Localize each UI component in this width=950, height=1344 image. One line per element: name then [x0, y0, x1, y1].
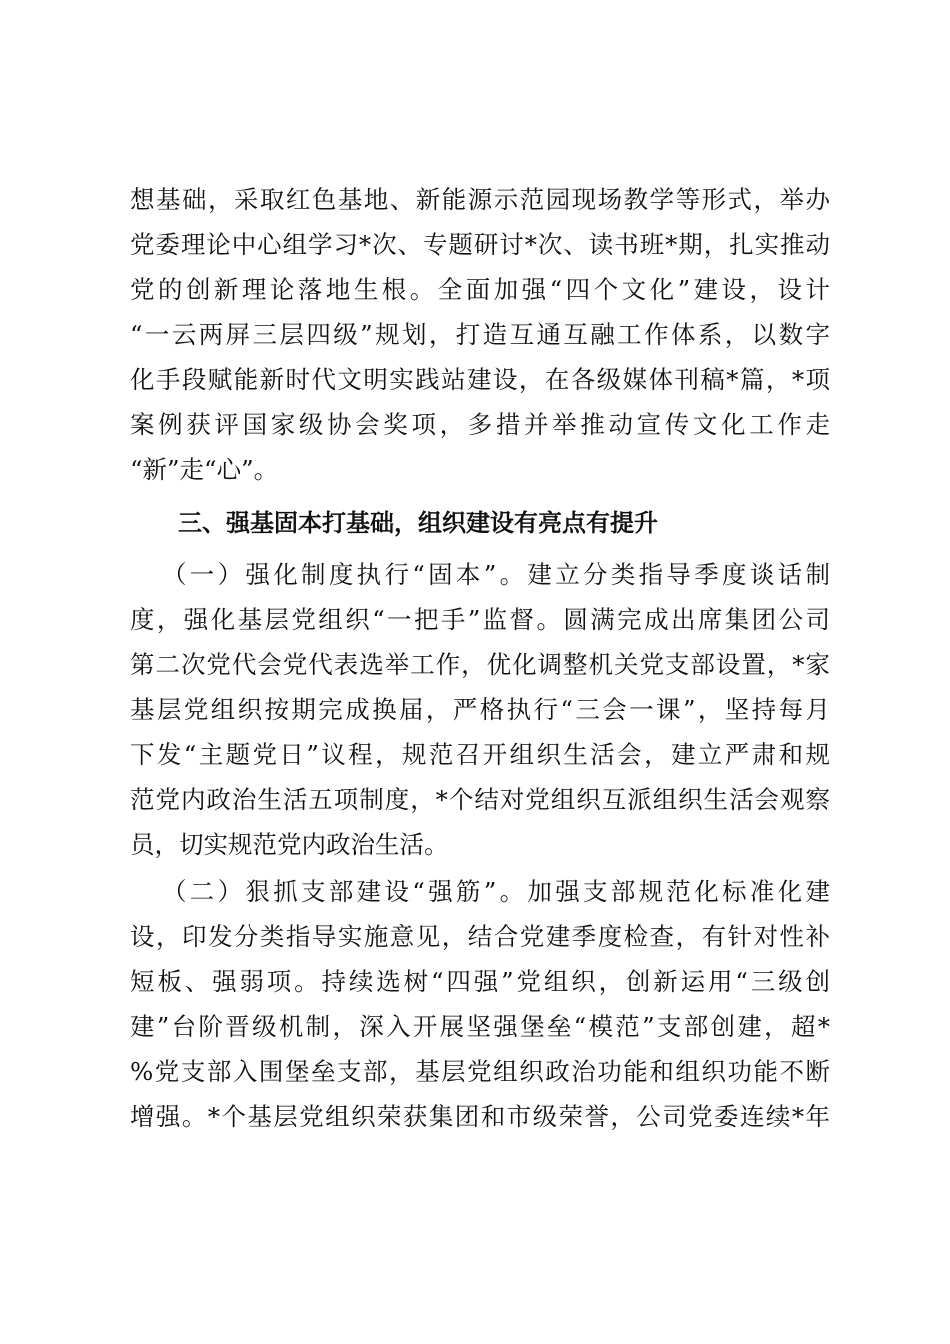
paragraph-line: 设，印发分类指导实施意见，结合党建季度检查，有针对性补: [130, 922, 830, 951]
paragraph-line: 党委理论中心组学习*次、专题研讨*次、读书班*期，扎实推动: [130, 230, 830, 259]
paragraph-line: 党的创新理论落地生根。全面加强“四个文化”建设，设计: [130, 275, 830, 304]
paragraph-line: （二）狠抓支部建设“强筋”。加强支部规范化标准化建: [162, 877, 830, 906]
paragraph-line: 范党内政治生活五项制度，*个结对党组织互派组织生活会观察: [130, 785, 830, 814]
paragraph-line: 案例获评国家级协会奖项，多措并举推动宣传文化工作走: [130, 410, 830, 439]
paragraph-line: %党支部入围堡垒支部，基层党组织政治功能和组织功能不断: [130, 1057, 830, 1086]
paragraph-line: 下发“主题党日”议程，规范召开组织生活会，建立严肃和规: [130, 740, 830, 769]
paragraph-line: 基层党组织按期完成换届，严格执行“三会一课”，坚持每月: [130, 695, 830, 724]
section-heading: 三、强基固本打基础，组织建设有亮点有提升: [178, 509, 658, 537]
paragraph-line: 化手段赋能新时代文明实践站建设，在各级媒体刊稿*篇，*项: [130, 365, 830, 394]
paragraph-line: 增强。*个基层党组织荣获集团和市级荣誉，公司党委连续*年: [130, 1102, 830, 1131]
paragraph-line: 员，切实规范党内政治生活。: [130, 830, 449, 859]
paragraph-line: 第二次党代会党代表选举工作，优化调整机关党支部设置，*家: [130, 650, 830, 679]
paragraph-line: 想基础，采取红色基地、新能源示范园现场教学等形式，举办: [130, 185, 830, 214]
paragraph-line: 短板、强弱项。持续选树“四强”党组织，创新运用“三级创: [130, 967, 830, 996]
paragraph-line: 建”台阶晋级机制，深入开展坚强堡垒“模范”支部创建，超*: [130, 1012, 830, 1041]
paragraph-line: “新”走“心”。: [130, 455, 279, 484]
paragraph-line: （一）强化制度执行“固本”。建立分类指导季度谈话制: [162, 560, 830, 589]
paragraph-line: “一云两屏三层四级”规划，打造互通互融工作体系，以数字: [130, 320, 830, 349]
paragraph-line: 度，强化基层党组织“一把手”监督。圆满完成出席集团公司: [130, 605, 830, 634]
